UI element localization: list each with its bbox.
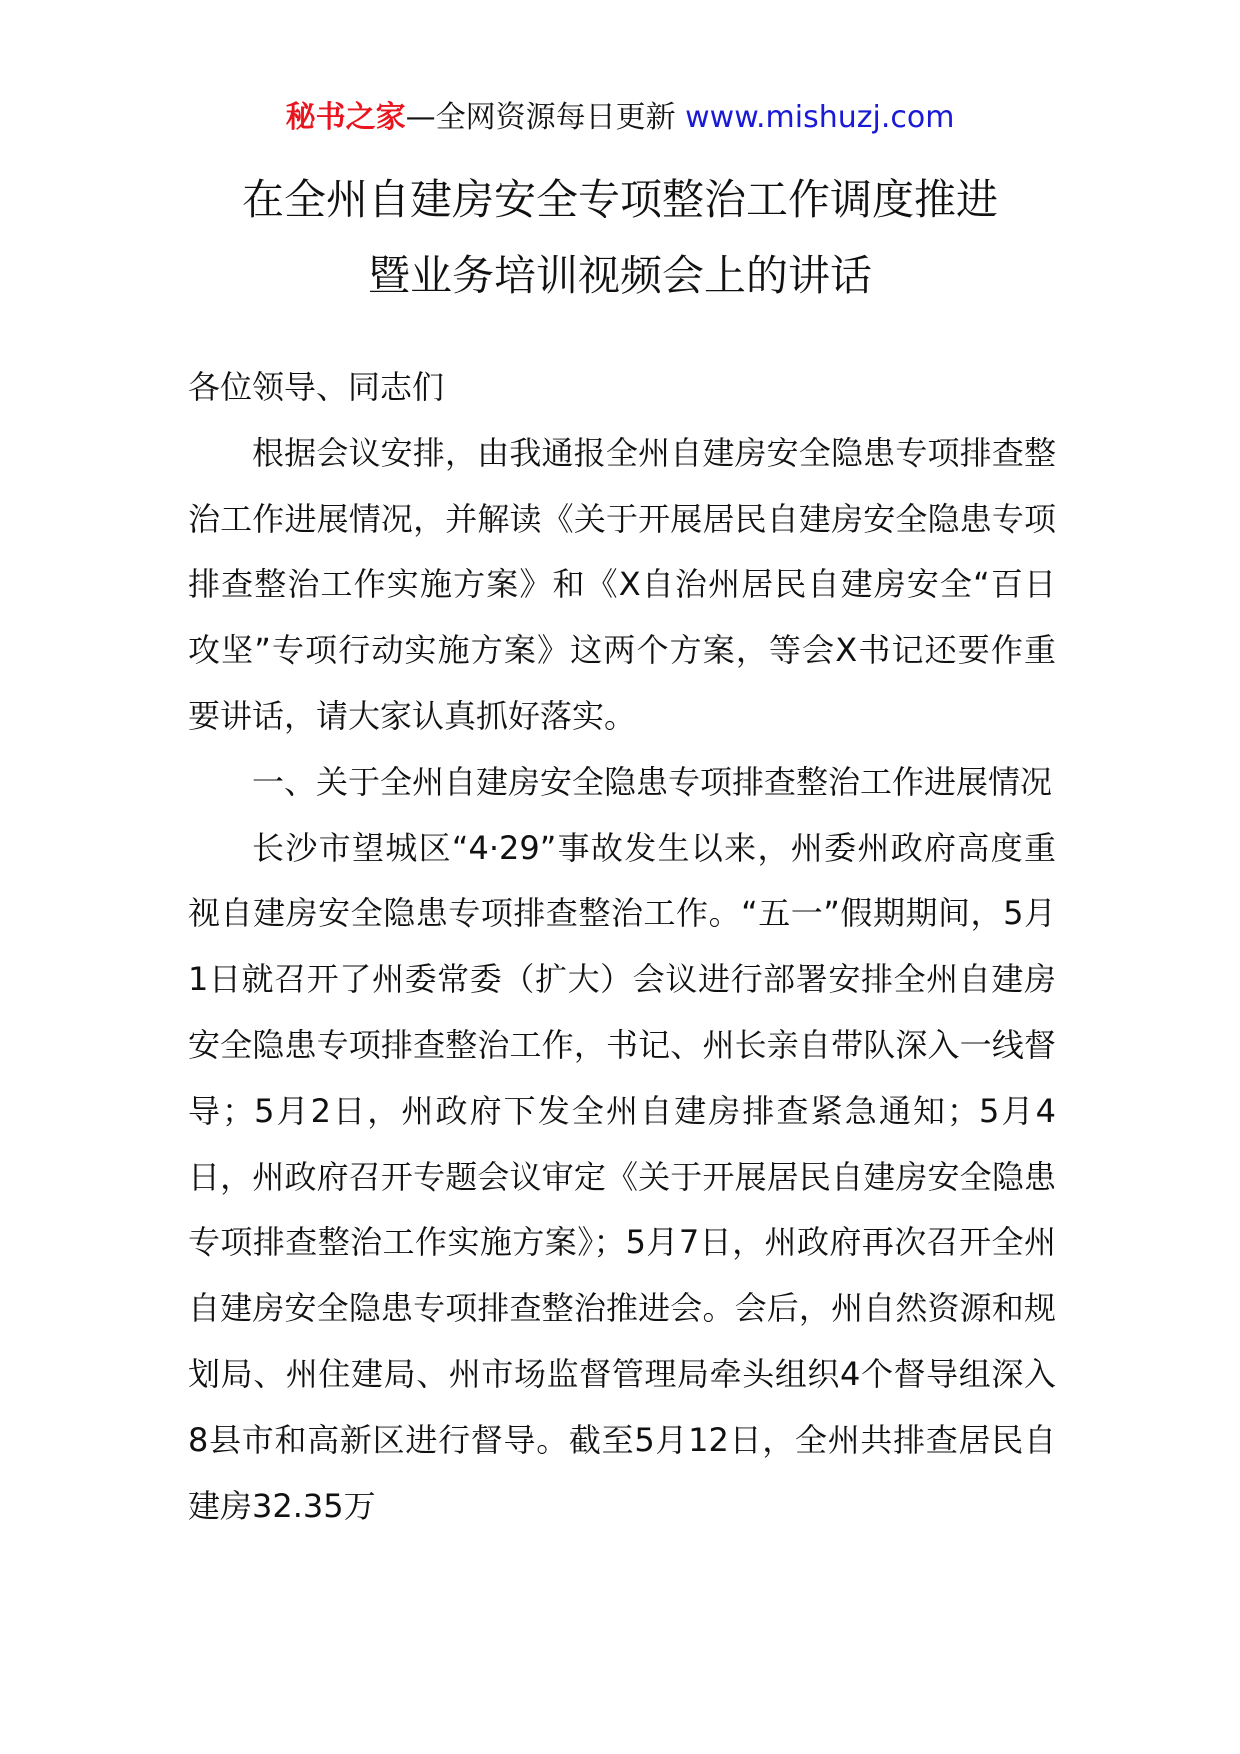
banner-url-link[interactable]: www.mishuzj.com <box>685 100 955 135</box>
banner-brand: 秘书之家 <box>285 100 406 135</box>
body-paragraph: 根据会议安排，由我通报全州自建房安全隐患专项排查整治工作进展情况，并解读《关于开展居民自建房安全隐患专项排查整治工作实施方案》和《X自治州居民自建房安全“百日攻坚”专项行动实施方案》这两个方案，等会X书记还要作重要讲话，请大家认真抓好落实。 <box>188 433 1056 735</box>
section-heading: 一、关于全州自建房安全隐患专项排查整治工作进展情况 <box>252 762 1053 801</box>
salutation: 各位领导、同志们 <box>188 368 445 406</box>
banner-tagline: —全网资源每日更新 <box>405 100 676 135</box>
body-paragraph: 长沙市望城区“4·29”事故发生以来，州委州政府高度重视自建房安全隐患专项排查整治工作。“五一”假期期间，5月1日就召开了州委常委（扩大）会议进行部署安排全州自建房安全隐患专项排查整治工作，书记、州长亲自带队深入一线督导；5月2日，州政府下发全州自建房排查紧急通知；5月4日，州政府召开专题会议审定《关于开展居民自建房安全隐患专项排查整治工作实施方案》；5月7日，州政府再次召开全州自建房安全隐患专项排查整治推进会。会后，州自然资源和规划局、州住建局、州市场监督管理局牵头组织4个督导组深入8县市和高新区进行督导。截至5月12日，全州共排查居民自建房32.35万 <box>188 828 1056 1525</box>
document-title <box>0 162 1240 314</box>
document-body <box>188 355 1056 1539</box>
site-banner <box>0 98 1240 138</box>
title-line-2: 暨业务培训视频会上的讲话 <box>367 251 872 300</box>
title-line-1: 在全州自建房安全专项整治工作调度推进 <box>241 175 998 224</box>
